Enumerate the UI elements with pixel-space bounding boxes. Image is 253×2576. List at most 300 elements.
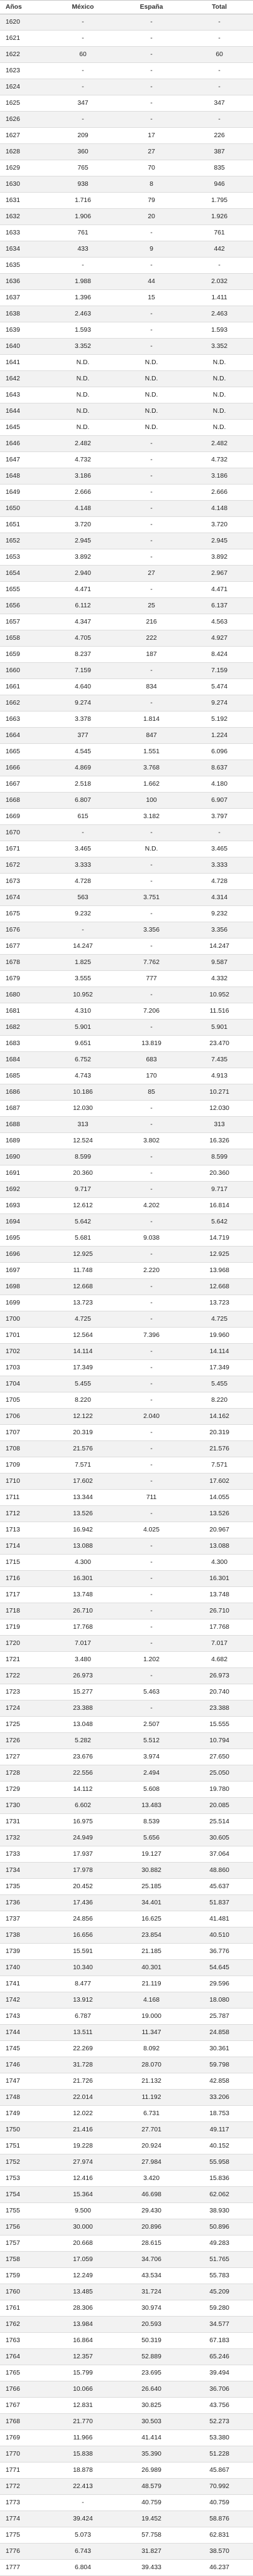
cell-spain: 29.430 [141, 2207, 161, 2214]
cell-spain: 26.989 [141, 2467, 161, 2474]
cell-total: 5.192 [211, 716, 227, 723]
cell-spain: 50.319 [141, 2337, 161, 2344]
header-spain: España [140, 4, 163, 11]
cell-spain: - [150, 862, 153, 869]
cell-mexico: 5.282 [74, 1737, 91, 1744]
table-header-row [0, 1, 253, 14]
cell-mexico: 23.676 [73, 1754, 93, 1760]
table-row [0, 2252, 253, 2268]
cell-mexico: 12.831 [73, 2402, 93, 2409]
cell-mexico: 360 [77, 148, 88, 155]
cell-total: 9.232 [211, 910, 227, 917]
cell-year: 1753 [6, 2175, 21, 2182]
cell-mexico: 1.825 [74, 959, 91, 966]
cell-spain: 100 [146, 797, 157, 804]
cell-spain: 15 [148, 294, 155, 301]
cell-mexico: 12.564 [73, 1332, 93, 1339]
table-row [0, 95, 253, 112]
cell-mexico: 4.725 [74, 1316, 91, 1323]
table-row [0, 1863, 253, 1879]
table-row [0, 1068, 253, 1084]
cell-year: 1741 [6, 1980, 21, 1987]
cell-mexico: 24.949 [73, 1835, 93, 1841]
cell-spain: 25 [148, 602, 155, 609]
cell-total: 3.465 [211, 846, 227, 852]
cell-mexico: 9.274 [74, 700, 91, 707]
table-row [0, 225, 253, 241]
cell-spain: 27.984 [141, 2159, 161, 2166]
cell-mexico: 313 [77, 1121, 88, 1128]
cell-mexico: 12.612 [73, 1202, 93, 1209]
cell-year: 1642 [6, 375, 21, 382]
cell-spain: 34.706 [141, 2256, 161, 2263]
table-row [0, 744, 253, 760]
cell-year: 1632 [6, 213, 21, 220]
table-row [0, 1782, 253, 1798]
cell-total: 442 [214, 246, 225, 253]
cell-year: 1739 [6, 1948, 21, 1955]
cell-spain: - [150, 667, 153, 674]
cell-total: 37.064 [209, 1851, 229, 1858]
cell-total: 8.220 [211, 1397, 227, 1404]
cell-year: 1653 [6, 554, 21, 561]
table-row [0, 420, 253, 436]
cell-spain: - [150, 1348, 153, 1355]
cell-mexico: 20.360 [73, 1170, 93, 1177]
cell-mexico: 5.455 [74, 1381, 91, 1387]
table-row [0, 1182, 253, 1198]
cell-mexico: 3.465 [74, 846, 91, 852]
cell-spain: - [150, 829, 153, 836]
cell-total: 387 [214, 148, 225, 155]
cell-spain: 3.974 [143, 1754, 160, 1760]
cell-total: 17.349 [209, 1364, 229, 1371]
table-row [0, 1344, 253, 1360]
cell-total: 9.274 [211, 700, 227, 707]
cell-mexico: - [82, 262, 84, 269]
cell-total: 5.474 [211, 683, 227, 690]
cell-total: 17.768 [209, 1624, 229, 1631]
cell-spain: - [150, 1364, 153, 1371]
cell-spain: N.D. [145, 359, 158, 366]
table-row [0, 2203, 253, 2219]
cell-total: 8.599 [211, 1154, 227, 1160]
cell-year: 1647 [6, 456, 21, 463]
cell-total: 62.831 [209, 2532, 229, 2539]
cell-spain: - [150, 1170, 153, 1177]
cell-total: - [218, 262, 221, 269]
cell-total: 54.645 [209, 1964, 229, 1971]
cell-mexico: 615 [77, 813, 88, 820]
cell-total: 6.907 [211, 797, 227, 804]
cell-spain: - [150, 1640, 153, 1647]
cell-mexico: 12.249 [73, 2272, 93, 2279]
cell-spain: - [150, 1283, 153, 1290]
cell-year: 1725 [6, 1721, 21, 1728]
table-row [0, 2430, 253, 2446]
cell-total: 4.180 [211, 781, 227, 788]
cell-year: 1735 [6, 1883, 21, 1890]
cell-year: 1710 [6, 1478, 21, 1485]
table-row [0, 922, 253, 938]
table-row [0, 2300, 253, 2317]
cell-total: 18.080 [209, 1997, 229, 2004]
cell-spain: - [150, 67, 153, 74]
cell-spain: 7.762 [143, 959, 160, 966]
table-row [0, 776, 253, 793]
table-row [0, 2398, 253, 2414]
cell-year: 1743 [6, 2013, 21, 2020]
cell-spain: 5.656 [143, 1835, 160, 1841]
cell-spain: 8 [150, 181, 153, 188]
cell-spain: 4.025 [143, 1527, 160, 1533]
cell-total: 13.723 [209, 1300, 229, 1306]
cell-year: 1730 [6, 1802, 21, 1809]
cell-total: 2.032 [211, 278, 227, 285]
cell-total: 53.380 [209, 2434, 229, 2441]
cell-total: 12.925 [209, 1251, 229, 1258]
table-row [0, 1992, 253, 2009]
table-row [0, 31, 253, 47]
cell-mexico: N.D. [76, 359, 90, 366]
cell-spain: N.D. [145, 375, 158, 382]
cell-year: 1699 [6, 1300, 21, 1306]
table-row [0, 1506, 253, 1522]
cell-mexico: 6.804 [74, 2564, 91, 2571]
cell-spain: 5.608 [143, 1786, 160, 1793]
table-row [0, 1700, 253, 1717]
cell-year: 1681 [6, 1008, 21, 1015]
cell-spain: - [150, 1672, 153, 1679]
cell-mexico: 21.576 [73, 1445, 93, 1452]
cell-total: 7.159 [211, 667, 227, 674]
cell-spain: 2.494 [143, 1770, 160, 1777]
cell-mexico: 7.159 [74, 667, 91, 674]
cell-mexico: 12.925 [73, 1251, 93, 1258]
cell-total: 4.300 [211, 1559, 227, 1566]
table-row [0, 1944, 253, 1960]
cell-spain: 1.202 [143, 1656, 160, 1663]
cell-spain: - [150, 910, 153, 917]
cell-year: 1736 [6, 1899, 21, 1906]
table-row [0, 1474, 253, 1490]
cell-mexico: 22.014 [73, 2094, 93, 2101]
table-row [0, 1571, 253, 1587]
cell-year: 1748 [6, 2094, 21, 2101]
cell-mexico: 4.310 [74, 1008, 91, 1015]
table-row [0, 2041, 253, 2057]
cell-year: 1644 [6, 408, 21, 415]
cell-total: - [218, 84, 221, 90]
table-row [0, 1279, 253, 1295]
table-row [0, 2106, 253, 2122]
cell-year: 1745 [6, 2045, 21, 2052]
table-row [0, 306, 253, 322]
cell-mexico: 13.485 [73, 2289, 93, 2295]
table-row [0, 501, 253, 517]
cell-spain: - [150, 943, 153, 950]
table-row [0, 1101, 253, 1117]
cell-total: 9.587 [211, 959, 227, 966]
cell-spain: 85 [148, 1089, 155, 1096]
cell-spain: 3.356 [143, 927, 160, 933]
table-row [0, 760, 253, 776]
cell-spain: 28.070 [141, 2062, 161, 2068]
cell-year: 1643 [6, 392, 21, 398]
cell-spain: 21.119 [141, 1980, 161, 1987]
cell-year: 1620 [6, 19, 21, 26]
cell-total: 3.356 [211, 927, 227, 933]
cell-total: 19.780 [209, 1786, 229, 1793]
cell-spain: 20 [148, 213, 155, 220]
cell-spain: - [150, 586, 153, 593]
cell-mexico: N.D. [76, 424, 90, 431]
cell-total: 40.152 [209, 2143, 229, 2149]
cell-spain: 20.593 [141, 2321, 161, 2328]
table-row [0, 2122, 253, 2138]
cell-mexico: 17.436 [73, 1899, 93, 1906]
cell-spain: - [150, 1024, 153, 1031]
cell-mexico: - [82, 927, 84, 933]
cell-year: 1633 [6, 229, 21, 236]
cell-spain: - [150, 35, 153, 42]
cell-total: 49.283 [209, 2240, 229, 2247]
cell-total: 43.756 [209, 2402, 229, 2409]
table-row [0, 841, 253, 857]
cell-spain: 5.463 [143, 1689, 160, 1696]
table-row [0, 1117, 253, 1133]
cell-year: 1747 [6, 2078, 21, 2085]
table-row [0, 809, 253, 825]
cell-year: 1707 [6, 1429, 21, 1436]
cell-year: 1692 [6, 1186, 21, 1193]
table-row [0, 1619, 253, 1636]
table-row [0, 1587, 253, 1603]
cell-mexico: 6.752 [74, 1056, 91, 1063]
cell-spain: - [150, 1559, 153, 1566]
cell-total: 6.137 [211, 602, 227, 609]
cell-mexico: 13.526 [73, 1510, 93, 1517]
cell-total: 14.055 [209, 1494, 229, 1501]
table-row [0, 2057, 253, 2073]
cell-mexico: 8.220 [74, 1397, 91, 1404]
cell-spain: 30.825 [141, 2402, 161, 2409]
cell-year: 1637 [6, 294, 21, 301]
cell-mexico: 10.952 [73, 991, 93, 998]
cell-year: 1774 [6, 2516, 21, 2522]
cell-spain: 847 [146, 732, 157, 739]
table-row [0, 582, 253, 598]
table-row [0, 403, 253, 420]
cell-mexico: 5.642 [74, 1218, 91, 1225]
cell-spain: - [150, 1121, 153, 1128]
cell-year: 1684 [6, 1056, 21, 1063]
cell-mexico: 16.942 [73, 1527, 93, 1533]
cell-total: 67.183 [209, 2337, 229, 2344]
cell-mexico: 9.651 [74, 1040, 91, 1047]
cell-total: 20.085 [209, 1802, 229, 1809]
cell-spain: 30.882 [141, 1867, 161, 1874]
table-row [0, 1360, 253, 1376]
cell-mexico: 4.148 [74, 505, 91, 512]
cell-year: 1757 [6, 2240, 21, 2247]
cell-mexico: 26.710 [73, 1608, 93, 1614]
cell-total: 3.720 [211, 521, 227, 528]
cell-total: 761 [214, 229, 225, 236]
cell-mexico: 9.500 [74, 2207, 91, 2214]
cell-total: 7.435 [211, 1056, 227, 1063]
table-row [0, 1911, 253, 1927]
cell-total: 70.992 [209, 2483, 229, 2490]
cell-spain: - [150, 1429, 153, 1436]
table-row [0, 2463, 253, 2479]
cell-year: 1660 [6, 667, 21, 674]
cell-mexico: 22.269 [73, 2045, 93, 2052]
cell-year: 1738 [6, 1932, 21, 1939]
cell-year: 1676 [6, 927, 21, 933]
cell-mexico: 26.973 [73, 1672, 93, 1679]
cell-year: 1631 [6, 197, 21, 204]
cell-total: 3.797 [211, 813, 227, 820]
cell-year: 1673 [6, 878, 21, 885]
cell-total: 20.740 [209, 1689, 229, 1696]
cell-spain: 27.701 [141, 2126, 161, 2133]
cell-mexico: 60 [79, 51, 87, 58]
table-row [0, 2349, 253, 2365]
cell-total: 4.913 [211, 1073, 227, 1079]
cell-mexico: 1.396 [74, 294, 91, 301]
cell-spain: 6.731 [143, 2110, 160, 2117]
cell-mexico: 20.668 [73, 2240, 93, 2247]
table-row [0, 1652, 253, 1668]
cell-mexico: 12.524 [73, 1137, 93, 1144]
cell-spain: 9.038 [143, 1235, 160, 1242]
table-row [0, 712, 253, 728]
cell-spain: 30.974 [141, 2305, 161, 2312]
cell-year: 1723 [6, 1689, 21, 1696]
cell-mexico: 10.340 [73, 1964, 93, 1971]
cell-spain: 48.579 [141, 2483, 161, 2490]
cell-mexico: 30.000 [73, 2224, 93, 2231]
cell-spain: 1.551 [143, 748, 160, 755]
cell-total: 55.783 [209, 2272, 229, 2279]
cell-spain: 13.483 [141, 1802, 161, 1809]
cell-mexico: 19.228 [73, 2143, 93, 2149]
cell-total: 2.945 [211, 538, 227, 544]
cell-spain: 19.000 [141, 2013, 161, 2020]
cell-total: 15.836 [209, 2175, 229, 2182]
cell-total: 5.455 [211, 1381, 227, 1387]
cell-year: 1645 [6, 424, 21, 431]
cell-spain: - [150, 1608, 153, 1614]
cell-mexico: 3.378 [74, 716, 91, 723]
table-row [0, 322, 253, 339]
cell-mexico: 13.511 [73, 2029, 93, 2036]
cell-year: 1630 [6, 181, 21, 188]
cell-spain: 21.185 [141, 1948, 161, 1955]
cell-spain: 222 [146, 635, 157, 642]
table-row [0, 1409, 253, 1425]
cell-year: 1627 [6, 132, 21, 139]
cell-total: N.D. [212, 408, 226, 415]
table-row [0, 1457, 253, 1474]
cell-year: 1761 [6, 2305, 21, 2312]
cell-year: 1638 [6, 311, 21, 317]
cell-total: 5.642 [211, 1218, 227, 1225]
cell-year: 1751 [6, 2143, 21, 2149]
cell-total: 9.717 [211, 1186, 227, 1193]
table-row [0, 47, 253, 63]
cell-spain: 683 [146, 1056, 157, 1063]
cell-year: 1771 [6, 2467, 21, 2474]
cell-year: 1772 [6, 2483, 21, 2490]
cell-mexico: 12.122 [73, 1413, 93, 1420]
cell-mexico: 13.723 [73, 1300, 93, 1306]
cell-spain: 3.802 [143, 1137, 160, 1144]
cell-year: 1729 [6, 1786, 21, 1793]
cell-mexico: 4.743 [74, 1073, 91, 1079]
cell-mexico: 15.799 [73, 2370, 93, 2376]
cell-total: 38.570 [209, 2548, 229, 2555]
cell-year: 1720 [6, 1640, 21, 1647]
cell-year: 1708 [6, 1445, 21, 1452]
cell-total: 25.787 [209, 2013, 229, 2020]
table-row [0, 2479, 253, 2495]
table-row [0, 1960, 253, 1976]
table-row [0, 1425, 253, 1441]
cell-mexico: 12.668 [73, 1283, 93, 1290]
table-row [0, 2187, 253, 2203]
cell-year: 1701 [6, 1332, 21, 1339]
cell-total: 58.876 [209, 2516, 229, 2522]
table-row [0, 890, 253, 906]
cell-mexico: 15.364 [73, 2191, 93, 2198]
cell-total: - [218, 116, 221, 123]
cell-year: 1670 [6, 829, 21, 836]
cell-mexico: - [82, 829, 84, 836]
cell-total: 60 [216, 51, 223, 58]
cell-total: 39.494 [209, 2370, 229, 2376]
cell-year: 1662 [6, 700, 21, 707]
cell-total: 14.247 [209, 943, 229, 950]
cell-mexico: 31.728 [73, 2062, 93, 2068]
header-mexico: México [72, 4, 94, 11]
cell-year: 1769 [6, 2434, 21, 2441]
cell-total: 50.896 [209, 2224, 229, 2231]
cell-year: 1651 [6, 521, 21, 528]
cell-spain: 11.192 [141, 2094, 161, 2101]
table-row [0, 728, 253, 744]
cell-total: 65.246 [209, 2353, 229, 2360]
cell-mexico: N.D. [76, 375, 90, 382]
cell-total: - [218, 67, 221, 74]
table-row [0, 1522, 253, 1538]
cell-spain: N.D. [145, 408, 158, 415]
cell-year: 1760 [6, 2289, 21, 2295]
cell-total: 16.301 [209, 1575, 229, 1582]
cell-year: 1734 [6, 1867, 21, 1874]
cell-total: 226 [214, 132, 225, 139]
cell-spain: 7.206 [143, 1008, 160, 1015]
cell-mexico: 12.357 [73, 2353, 93, 2360]
table-row [0, 647, 253, 663]
cell-total: 313 [214, 1121, 225, 1128]
table-row [0, 566, 253, 582]
cell-mexico: 347 [77, 100, 88, 107]
cell-total: 835 [214, 165, 225, 171]
cell-mexico: 17.602 [73, 1478, 93, 1485]
cell-spain: - [150, 473, 153, 480]
